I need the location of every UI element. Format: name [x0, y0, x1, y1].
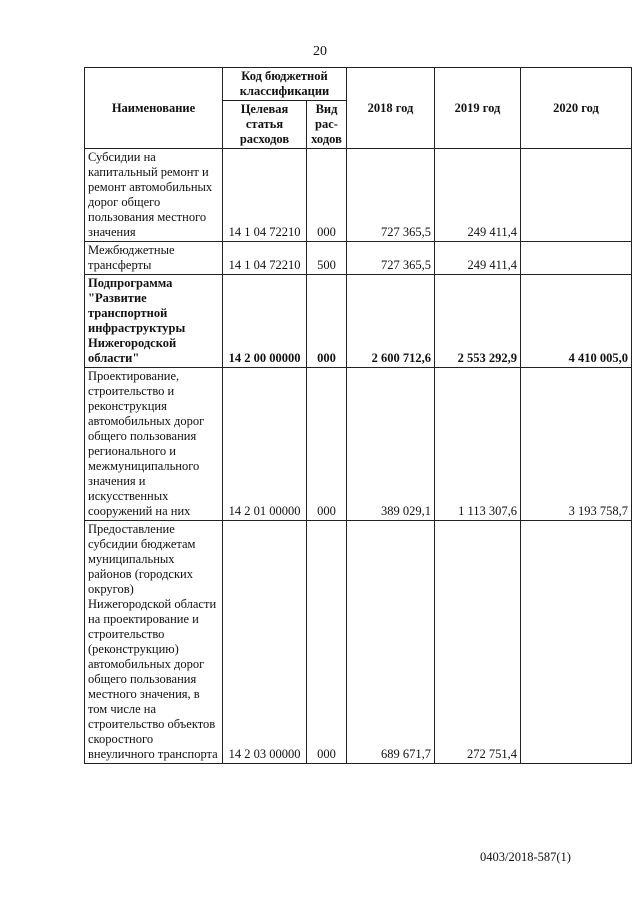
row-code: 14 2 00 00000	[223, 275, 307, 368]
row-2018: 389 029,1	[347, 368, 435, 521]
table-row	[85, 368, 632, 521]
header-year-2019: 2019 год	[435, 68, 521, 149]
row-type: 000	[307, 275, 347, 368]
row-type: 000	[307, 368, 347, 521]
row-2020: 4 410 005,0	[521, 275, 632, 368]
row-2020: 3 193 758,7	[521, 368, 632, 521]
row-2019: 2 553 292,9	[435, 275, 521, 368]
row-2020	[521, 242, 632, 275]
budget-table	[84, 67, 632, 764]
row-2020	[521, 149, 632, 242]
row-name: Субсидии на капитальный ремонт и ремонт автомобильных дорог общего пользования местного значения	[85, 149, 223, 242]
header-year-2020: 2020 год	[521, 68, 632, 149]
row-2018: 727 365,5	[347, 242, 435, 275]
row-2019: 249 411,4	[435, 149, 521, 242]
table-row	[85, 242, 632, 275]
row-code: 14 1 04 72210	[223, 242, 307, 275]
table-row	[85, 275, 632, 368]
row-name: Подпрограмма "Развитие транспортной инфраструктуры Нижегородской области"	[85, 275, 223, 368]
row-2019: 249 411,4	[435, 242, 521, 275]
table-row	[85, 149, 632, 242]
row-type: 500	[307, 242, 347, 275]
page-number: 20	[313, 44, 327, 59]
row-2018: 2 600 712,6	[347, 275, 435, 368]
row-code: 14 2 01 00000	[223, 368, 307, 521]
row-code: 14 2 03 00000	[223, 521, 307, 764]
header-row-1	[85, 68, 632, 101]
row-type: 000	[307, 149, 347, 242]
table-row	[85, 521, 632, 764]
row-2019: 1 113 307,6	[435, 368, 521, 521]
row-2018: 689 671,7	[347, 521, 435, 764]
row-2018: 727 365,5	[347, 149, 435, 242]
row-2019: 272 751,4	[435, 521, 521, 764]
row-name: Предоставление субсидии бюджетам муниципальных районов (городских округов) Нижегородской области на проектирование и строительство (реконструкцию) автомобильных дорог общего пользования местного значения, в том числе на строительство объектов скоростного внеуличного транспорта	[85, 521, 223, 764]
header-expense-type: Вид рас-ходов	[307, 101, 347, 149]
row-code: 14 1 04 72210	[223, 149, 307, 242]
header-name: Наименование	[85, 68, 223, 149]
header-budget-code: Код бюджетной классификации	[223, 68, 347, 101]
header-year-2018: 2018 год	[347, 68, 435, 149]
row-type: 000	[307, 521, 347, 764]
header-target-article: Целевая статья расходов	[223, 101, 307, 149]
row-2020	[521, 521, 632, 764]
row-name: Межбюджетные трансферты	[85, 242, 223, 275]
row-name: Проектирование, строительство и реконструкция автомобильных дорог общего пользования регионального и межмуниципального значения и искусственных сооружений на них	[85, 368, 223, 521]
document-code: 0403/2018-587(1)	[480, 850, 571, 864]
